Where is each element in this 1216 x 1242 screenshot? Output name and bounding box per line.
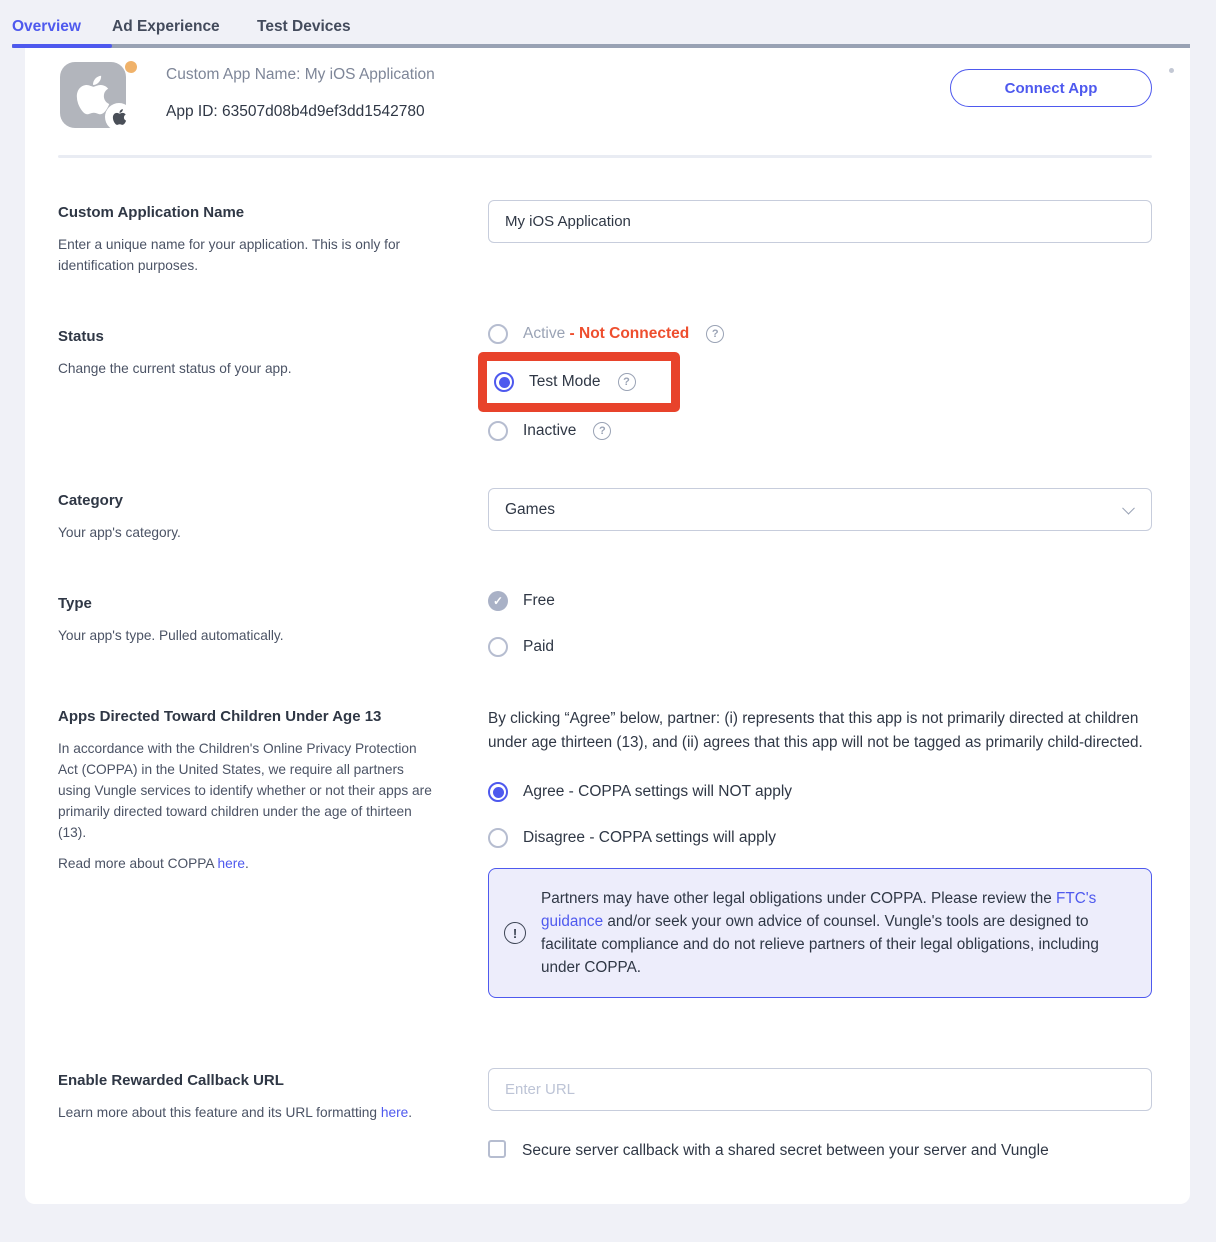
coppa-read-more: Read more about COPPA here. xyxy=(58,856,249,871)
test-mode-label: Test Mode xyxy=(529,373,601,390)
coppa-option-agree[interactable] xyxy=(488,782,1152,802)
disagree-radio[interactable] xyxy=(488,828,508,848)
tab-ad-experience[interactable]: Ad Experience xyxy=(112,18,220,35)
active-label: Active xyxy=(523,325,566,342)
tab-bar xyxy=(0,0,1216,48)
coppa-here-link[interactable]: here xyxy=(217,856,245,871)
overview-panel xyxy=(25,48,1190,1204)
type-option-free xyxy=(488,591,1152,611)
category-section xyxy=(58,488,1152,543)
paid-label: Paid xyxy=(523,638,555,655)
status-title: Status xyxy=(58,328,104,345)
tab-test-devices[interactable]: Test Devices xyxy=(257,18,351,35)
apple-badge-icon xyxy=(112,108,127,126)
help-icon[interactable]: ? xyxy=(618,373,636,391)
connect-app-button[interactable]: Connect App xyxy=(950,69,1152,107)
header-divider xyxy=(58,155,1152,158)
not-connected-label: - Not Connected xyxy=(569,325,690,342)
app-header xyxy=(58,62,1152,128)
inactive-label: Inactive xyxy=(523,422,577,439)
secure-callback-option[interactable] xyxy=(488,1138,1152,1163)
category-description: Your app's category. xyxy=(58,525,181,540)
secure-callback-checkbox[interactable] xyxy=(488,1140,506,1158)
free-check-icon: ✓ xyxy=(488,591,508,611)
callback-section xyxy=(58,1068,1152,1163)
app-id-text: App ID: 63507d08b4d9ef3dd1542780 xyxy=(166,103,425,120)
status-option-active[interactable] xyxy=(488,324,1152,344)
disagree-label: Disagree - COPPA settings will apply xyxy=(523,829,776,846)
chevron-down-icon xyxy=(1122,501,1135,514)
scroll-dot xyxy=(1169,68,1174,73)
type-title: Type xyxy=(58,595,92,612)
coppa-notice-text: Partners may have other legal obligations under COPPA. Please review the FTC's guidance and/or seek your own advice of counsel. Vungle's tools are designed to facilitate compliance and do not relieve partners of their legal obligations, including under COPPA. xyxy=(541,890,1099,976)
type-option-paid[interactable] xyxy=(488,637,1152,657)
ftc-guidance-link[interactable]: FTC's guidance xyxy=(541,890,1097,930)
callback-title: Enable Rewarded Callback URL xyxy=(58,1072,284,1089)
status-option-inactive[interactable] xyxy=(488,421,1152,441)
help-icon[interactable]: ? xyxy=(706,325,724,343)
custom-name-description: Enter a unique name for your application. This is only for identification purposes. xyxy=(58,237,401,273)
status-option-test-mode[interactable] xyxy=(494,372,636,392)
custom-name-section xyxy=(58,200,1152,276)
callback-description: Learn more about this feature and its URL formatting here. xyxy=(58,1105,413,1120)
agree-radio[interactable] xyxy=(488,782,508,802)
callback-url-input[interactable] xyxy=(488,1068,1152,1111)
info-icon: ! xyxy=(504,922,526,944)
category-select[interactable] xyxy=(488,488,1152,531)
coppa-section xyxy=(58,704,1152,998)
secure-callback-label: Secure server callback with a shared secret between your server and Vungle xyxy=(522,1142,1049,1159)
category-selected-value: Games xyxy=(505,500,555,518)
category-title: Category xyxy=(58,492,124,509)
app-name-input[interactable] xyxy=(488,200,1152,243)
status-section xyxy=(58,324,1152,441)
agree-label: Agree - COPPA settings will NOT apply xyxy=(523,783,793,800)
coppa-title: Apps Directed Toward Children Under Age 13 xyxy=(58,708,382,725)
help-icon[interactable]: ? xyxy=(593,422,611,440)
app-meta xyxy=(166,62,435,122)
coppa-notice-box xyxy=(488,868,1152,998)
coppa-option-disagree[interactable] xyxy=(488,828,1152,848)
platform-badge xyxy=(105,103,133,131)
test-mode-highlight-box xyxy=(478,352,680,412)
type-description: Your app's type. Pulled automatically. xyxy=(58,628,284,643)
coppa-agreement-text: By clicking “Agree” below, partner: (i) represents that this app is not primarily directed at children under age thirteen (13), and (ii) agrees that this app will not be tagged as primarily child-directed. xyxy=(488,710,1143,751)
app-name-text: Custom App Name: My iOS Application xyxy=(166,66,435,83)
inactive-radio[interactable] xyxy=(488,421,508,441)
type-section xyxy=(58,591,1152,657)
free-label: Free xyxy=(523,592,555,609)
app-icon xyxy=(60,62,126,128)
custom-name-title: Custom Application Name xyxy=(58,204,245,221)
coppa-description: In accordance with the Children's Online Privacy Protection Act (COPPA) in the United States, we require all partners using Vungle services to identify whether or not their apps are primarily directed toward children under the age of thirteen (13). xyxy=(58,741,432,840)
app-status-dot xyxy=(125,61,137,73)
active-radio[interactable] xyxy=(488,324,508,344)
callback-here-link[interactable]: here xyxy=(380,1105,409,1120)
test-mode-radio[interactable] xyxy=(494,372,514,392)
tab-overview[interactable]: Overview xyxy=(12,18,81,35)
paid-radio[interactable] xyxy=(488,637,508,657)
status-description: Change the current status of your app. xyxy=(58,361,292,376)
